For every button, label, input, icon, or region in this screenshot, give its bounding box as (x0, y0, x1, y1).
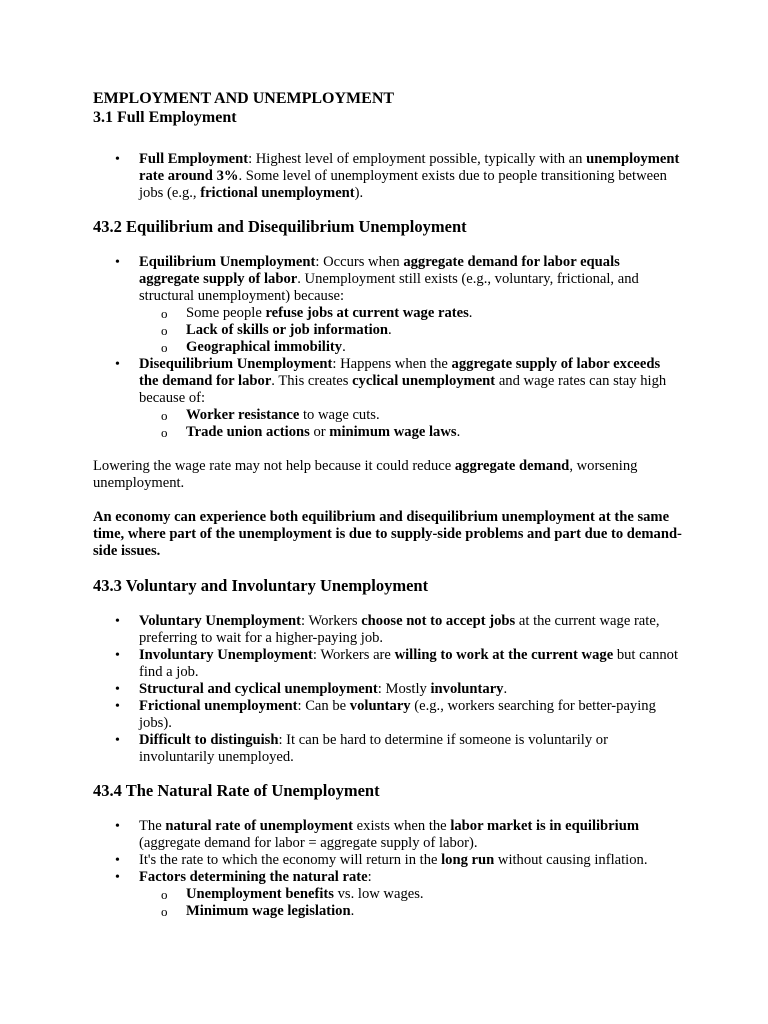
list-item: • Structural and cyclical unemployment: Mostly involuntary. (93, 681, 683, 698)
sub-list-item: o Trade union actions or minimum wage laws. (139, 424, 683, 441)
sub-list-item: o Worker resistance to wage cuts. (139, 407, 683, 424)
equilibrium-list (93, 254, 683, 441)
full-employment-list (93, 151, 683, 202)
natural-rate-factors-list (139, 886, 683, 920)
sub-list-item: o Unemployment benefits vs. low wages. (139, 886, 683, 903)
sub-list-item: o Geographical immobility. (139, 339, 683, 356)
heading-natural-rate: 43.4 The Natural Rate of Unemployment (93, 781, 380, 800)
disequilibrium-reasons-list (139, 407, 683, 441)
heading-full-employment: 3.1 Full Employment (93, 109, 237, 126)
list-item: • Involuntary Unemployment: Workers are willing to work at the current wage but cannot find a job. (93, 647, 683, 681)
document-page (93, 89, 683, 920)
document-title: EMPLOYMENT AND UNEMPLOYMENT (93, 90, 395, 107)
list-item: • Difficult to distinguish: It can be hard to determine if someone is voluntarily or involuntarily unemployed. (93, 732, 683, 766)
both-unemployment-paragraph: An economy can experience both equilibrium and disequilibrium unemployment at the same time, where part of the unemployment is due to supply-side problems and part due to demand-side issues. (93, 509, 682, 559)
list-item: • Factors determining the natural rate: o Unemployment benefits vs. low wages. o Minimum wage legislation. (93, 869, 683, 920)
heading-equilibrium: 43.2 Equilibrium and Disequilibrium Unemployment (93, 217, 467, 236)
voluntary-list (93, 613, 683, 766)
heading-voluntary: 43.3 Voluntary and Involuntary Unemployment (93, 576, 429, 595)
list-item: • It's the rate to which the economy will return in the long run without causing inflation. (93, 852, 683, 869)
list-item: • Equilibrium Unemployment: Occurs when aggregate demand for labor equals aggregate supply of labor. Unemployment still exists (e.g., voluntary, frictional, and structural unemployment) because: o Some people refuse jobs at current wage rates. o Lack of skills or job information. o Geographical immobility. (93, 254, 683, 356)
list-item: • Full Employment: Highest level of employment possible, typically with an unemployment rate around 3%. Some level of unemployment exists due to people transitioning between jobs (e.g., frictional unemployment). (93, 151, 683, 202)
wage-rate-paragraph: Lowering the wage rate may not help because it could reduce aggregate demand, worsening unemployment. (93, 458, 638, 491)
sub-list-item: o Some people refuse jobs at current wage rates. (139, 305, 683, 322)
sub-list-item: o Minimum wage legislation. (139, 903, 683, 920)
sub-list-item: o Lack of skills or job information. (139, 322, 683, 339)
list-item: • Voluntary Unemployment: Workers choose not to accept jobs at the current wage rate, preferring to wait for a higher-paying job. (93, 613, 683, 647)
natural-rate-list (93, 818, 683, 920)
list-item: • Disequilibrium Unemployment: Happens when the aggregate supply of labor exceeds the demand for labor. This creates cyclical unemployment and wage rates can stay high because of: o Worker resistance to wage cuts. o Trade union actions or minimum wage laws. (93, 356, 683, 441)
list-item: • The natural rate of unemployment exists when the labor market is in equilibrium (aggregate demand for labor = aggregate supply of labor). (93, 818, 683, 852)
equilibrium-reasons-list (139, 305, 683, 356)
list-item: • Frictional unemployment: Can be voluntary (e.g., workers searching for better-paying jobs). (93, 698, 683, 732)
